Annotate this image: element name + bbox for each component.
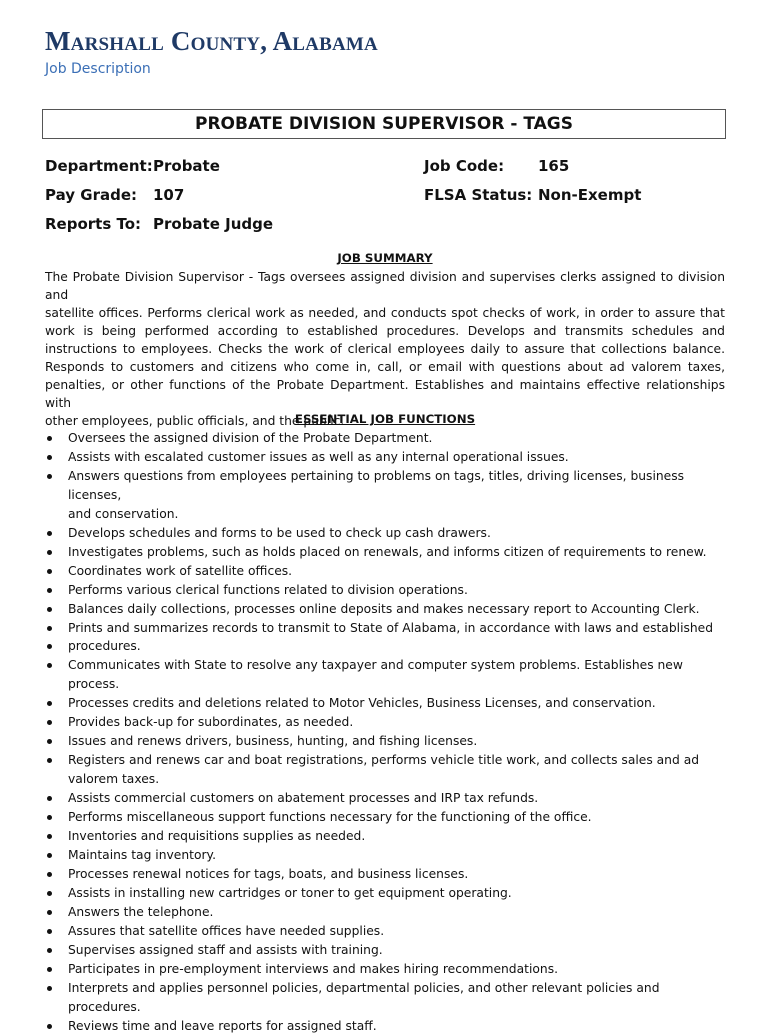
bullet-icon <box>47 796 52 801</box>
function-item: Performs various clerical functions related to division operations. <box>45 581 735 600</box>
bullet-icon <box>47 607 52 612</box>
function-item: Registers and renews car and boat registrations, performs vehicle title work, and collects sales and ad valorem taxes. <box>45 751 735 789</box>
function-item: Answers questions from employees pertaining to problems on tags, titles, driving licenses, business licenses, and conservation. <box>45 467 735 524</box>
function-item: Develops schedules and forms to be used to check up cash drawers. <box>45 524 735 543</box>
essential-functions-list <box>45 429 735 1036</box>
bullet-icon <box>47 663 52 668</box>
bullet-icon <box>47 948 52 953</box>
bullet-icon <box>47 455 52 460</box>
function-item: Performs miscellaneous support functions necessary for the functioning of the office. <box>45 808 735 827</box>
bullet-icon <box>47 701 52 706</box>
function-item: Reviews time and leave reports for assigned staff. <box>45 1017 735 1036</box>
bullet-icon <box>47 929 52 934</box>
bullet-icon <box>47 588 52 593</box>
summary-line: Responds to customers and citizens who come in, call, or email with questions about ad valorem taxes, <box>45 360 725 374</box>
department-value: Probate <box>153 157 220 175</box>
pay-grade-value: 107 <box>153 186 185 204</box>
flsa-status-label: FLSA Status: <box>424 186 533 204</box>
document-subtitle: Job Description <box>45 61 151 77</box>
function-item: Interprets and applies personnel policies, departmental policies, and other relevant policies and procedures. <box>45 979 735 1017</box>
reports-to-label: Reports To: <box>45 215 142 233</box>
bullet-icon <box>47 853 52 858</box>
summary-line: The Probate Division Supervisor - Tags oversees assigned division and supervises clerks assigned to division and <box>45 270 725 302</box>
function-item: Answers the telephone. <box>45 903 735 922</box>
function-item: Prints and summarizes records to transmit to State of Alabama, in accordance with laws and established <box>45 619 735 638</box>
bullet-icon <box>47 531 52 536</box>
summary-line: work is being performed according to established procedures. Develops and transmits schedules and <box>45 324 725 338</box>
function-item: Assists commercial customers on abatement processes and IRP tax refunds. <box>45 789 735 808</box>
function-item: Processes renewal notices for tags, boats, and business licenses. <box>45 865 735 884</box>
function-item: Provides back-up for subordinates, as needed. <box>45 713 735 732</box>
essential-functions-heading: ESSENTIAL JOB FUNCTIONS <box>294 412 476 426</box>
bullet-icon <box>47 872 52 877</box>
bullet-icon <box>47 910 52 915</box>
function-item: procedures. <box>45 637 735 656</box>
bullet-icon <box>47 739 52 744</box>
job-summary-heading: JOB SUMMARY <box>337 251 433 265</box>
function-item: Investigates problems, such as holds placed on renewals, and informs citizen of requirements to renew. <box>45 543 735 562</box>
reports-to-value: Probate Judge <box>153 215 274 233</box>
summary-line: instructions to employees. Checks the work of clerical employees daily to assure that collections balance. <box>45 342 725 356</box>
bullet-icon <box>47 891 52 896</box>
job-code-label: Job Code: <box>424 157 505 175</box>
bullet-icon <box>47 474 52 479</box>
summary-line: other employees, public officials, and the public. <box>45 414 345 428</box>
function-item: Assures that satellite offices have needed supplies. <box>45 922 735 941</box>
bullet-icon <box>47 626 52 631</box>
summary-line: satellite offices. Performs clerical work as needed, and conducts spot checks of work, in order to assure that <box>45 306 725 320</box>
flsa-status-value: Non-Exempt <box>538 186 642 204</box>
function-item: Participates in pre-employment interviews and makes hiring recommendations. <box>45 960 735 979</box>
pay-grade-label: Pay Grade: <box>45 186 137 204</box>
function-item: Issues and renews drivers, business, hunting, and fishing licenses. <box>45 732 735 751</box>
job-code-value: 165 <box>538 157 570 175</box>
bullet-icon <box>47 644 52 649</box>
function-item: Coordinates work of satellite offices. <box>45 562 735 581</box>
bullet-icon <box>47 436 52 441</box>
function-item: Assists with escalated customer issues as well as any internal operational issues. <box>45 448 735 467</box>
job-title: PROBATE DIVISION SUPERVISOR - TAGS <box>42 109 726 139</box>
function-item: Maintains tag inventory. <box>45 846 735 865</box>
function-item: Balances daily collections, processes online deposits and makes necessary report to Accounting Clerk. <box>45 600 735 619</box>
bullet-icon <box>47 569 52 574</box>
function-item: Inventories and requisitions supplies as needed. <box>45 827 735 846</box>
bullet-icon <box>47 1024 52 1029</box>
bullet-icon <box>47 815 52 820</box>
bullet-icon <box>47 986 52 991</box>
function-item: Supervises assigned staff and assists with training. <box>45 941 735 960</box>
bullet-icon <box>47 834 52 839</box>
function-item: Processes credits and deletions related to Motor Vehicles, Business Licenses, and conservation. <box>45 694 735 713</box>
department-label: Department: <box>45 157 153 175</box>
bullet-icon <box>47 550 52 555</box>
function-item: Oversees the assigned division of the Probate Department. <box>45 429 735 448</box>
bullet-icon <box>47 967 52 972</box>
summary-line: penalties, or other functions of the Probate Department. Establishes and maintains effective relationships with <box>45 378 725 410</box>
job-summary-text <box>45 268 725 430</box>
county-header: Marshall County, Alabama <box>45 26 378 56</box>
function-item: Communicates with State to resolve any taxpayer and computer system problems. Establishes new process. <box>45 656 735 694</box>
bullet-icon <box>47 720 52 725</box>
bullet-icon <box>47 758 52 763</box>
function-item: Assists in installing new cartridges or toner to get equipment operating. <box>45 884 735 903</box>
